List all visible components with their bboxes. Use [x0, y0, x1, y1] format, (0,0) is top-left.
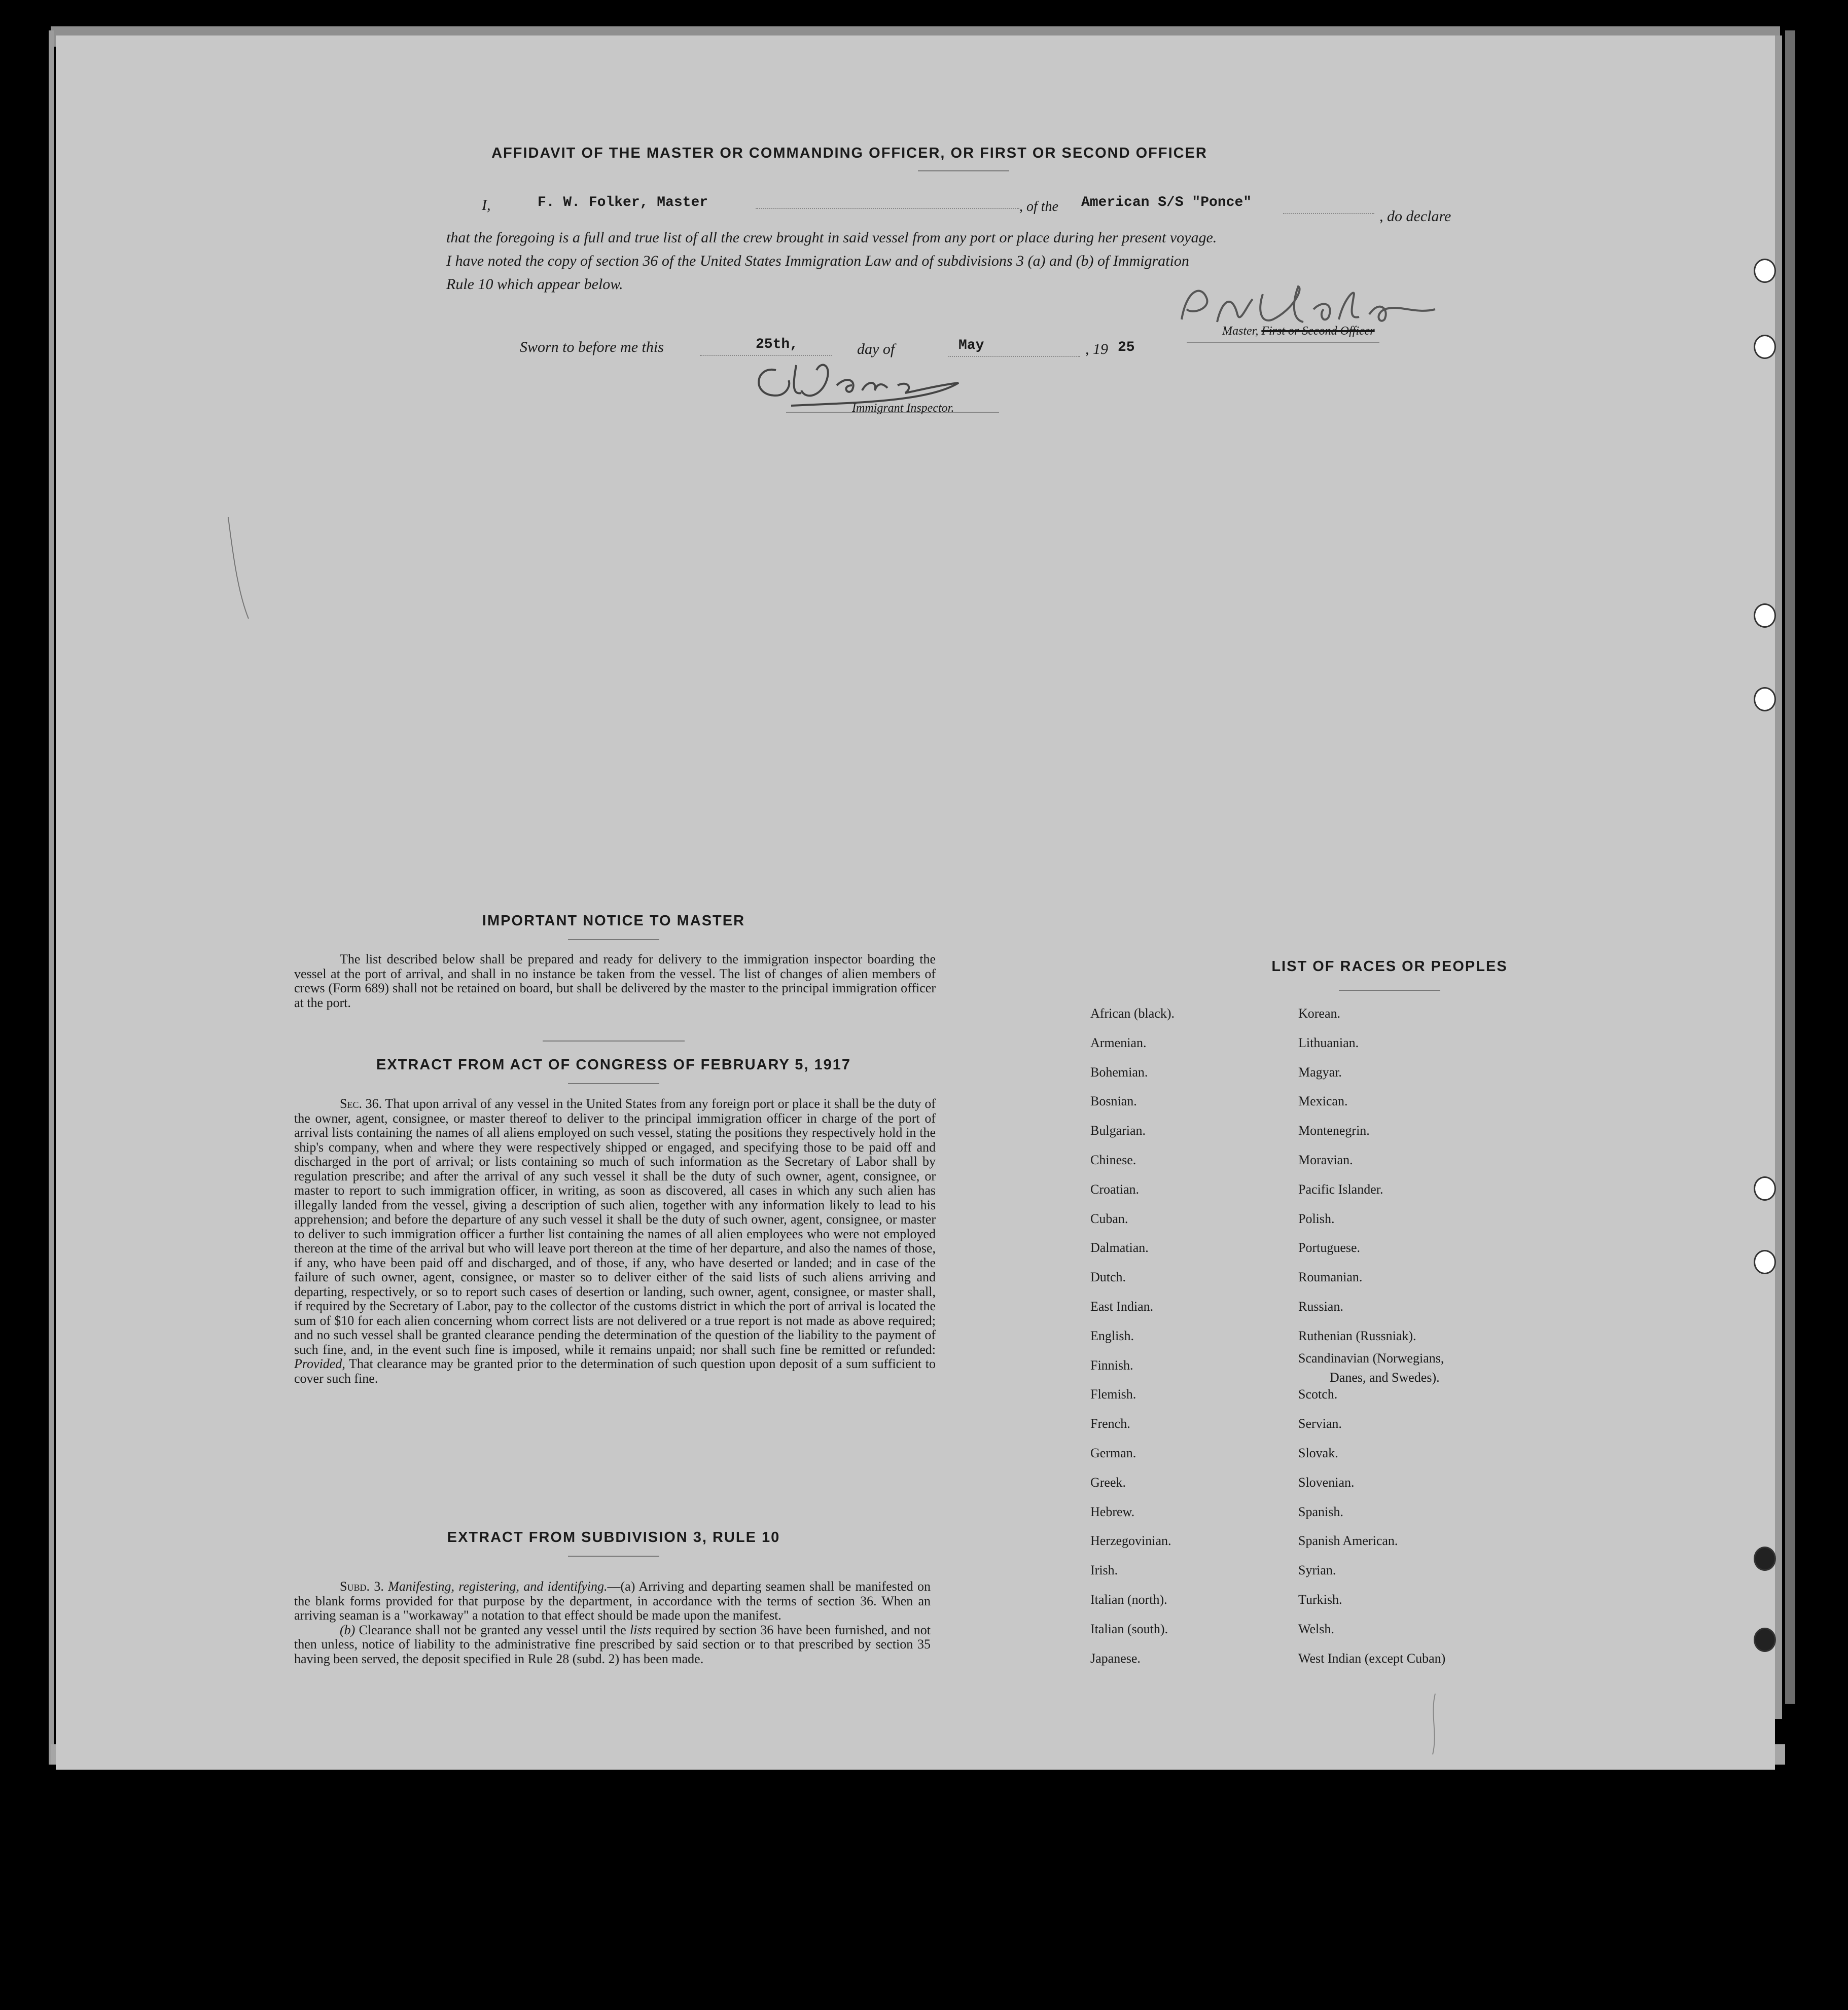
race-item: Polish.: [1298, 1211, 1335, 1226]
race-item: Flemish.: [1090, 1387, 1136, 1402]
race-item: Italian (north).: [1090, 1592, 1167, 1607]
race-item: Hebrew.: [1090, 1504, 1135, 1519]
race-item: Chinese.: [1090, 1153, 1136, 1167]
affidavit-heading: AFFIDAVIT OF THE MASTER OR COMMANDING OFFICER, OR FIRST OR SECOND OFFICER: [491, 145, 1207, 161]
race-item: Lithuanian.: [1298, 1035, 1359, 1050]
race-item: Servian.: [1298, 1416, 1342, 1431]
master-caption-struck: First or Second Officer: [1261, 325, 1375, 338]
races-heading: LIST OF RACES OR PEOPLES: [1271, 958, 1508, 975]
race-item: Cuban.: [1090, 1211, 1128, 1226]
master-caption: [1222, 325, 1375, 338]
year-prefix: , 19: [1085, 341, 1108, 357]
race-item: Roumanian.: [1298, 1270, 1363, 1285]
section-36-end: That clearance may be granted prior to the determination of such question upon deposit of a sum sufficient to cover such fine.: [294, 1356, 936, 1386]
race-item: Croatian.: [1090, 1181, 1140, 1197]
binder-hole: [1754, 1176, 1776, 1201]
race-item-continuation: Danes, and Swedes).: [1330, 1370, 1440, 1385]
affidavit-line-3: I have noted the copy of section 36 of the United States Immigration Law and of subdivisions 3 (a) and (b) of Immigration: [446, 253, 1189, 269]
binder-hole: [1754, 335, 1776, 359]
para-b-pre: Clearance shall not be granted any vessel until the: [359, 1622, 626, 1637]
race-item: Dutch.: [1090, 1270, 1126, 1285]
vessel-name: American S/S "Ponce": [1081, 195, 1252, 210]
divider: [918, 170, 1009, 171]
race-item: Bulgarian.: [1090, 1123, 1146, 1138]
provided-word: Provided,: [294, 1356, 345, 1371]
affidavit-line-2: that the foregoing is a full and true list of all the crew brought in said vessel from any port or place during her present voyage.: [446, 229, 1217, 246]
race-item: English.: [1090, 1328, 1134, 1343]
binder-hole: [1754, 1547, 1776, 1571]
divider: [543, 1040, 685, 1042]
race-item: Slovenian.: [1298, 1475, 1355, 1490]
sworn-prefix: Sworn to before me this: [520, 339, 664, 355]
master-name: F. W. Folker, Master: [538, 195, 708, 210]
race-item: German.: [1090, 1446, 1136, 1460]
race-item: Korean.: [1298, 1006, 1341, 1021]
notice-paragraph: The list described below shall be prepared and ready for delivery to the immigration inspector boarding the vessel at the port of arrival, and shall in no instance be taken from the vessel. The list of changes of alien members of crews (Form 689) shall not be retained on board, but shall be delivered by the master to the principal immigration officer at the port.: [294, 952, 936, 1010]
extract-rule-text: [294, 1580, 931, 1666]
race-item: Turkish.: [1298, 1592, 1342, 1607]
race-item: Finnish.: [1090, 1357, 1133, 1373]
race-item: Spanish.: [1298, 1504, 1343, 1519]
divider: [568, 939, 659, 940]
day-of-text: day of: [857, 341, 895, 357]
binder-hole: [1754, 687, 1776, 711]
paper-crease: [1425, 1694, 1445, 1754]
race-item: Herzegovinian.: [1090, 1533, 1171, 1549]
para-b-post: required by section 36 have been furnished, and not then unless, notice of liability to the administrative fine prescribed by said section or to that prescribed by section 35 having been served, the deposit specified in Rule 28 (subd. 2) has been made.: [294, 1622, 931, 1666]
race-item: Dalmatian.: [1090, 1240, 1149, 1255]
race-item: Armenian.: [1090, 1035, 1147, 1050]
para-b-lists: lists: [630, 1622, 651, 1637]
race-item: Russian.: [1298, 1299, 1343, 1314]
subd-title: Manifesting, registering, and identifying.: [388, 1579, 608, 1594]
race-item: Moravian.: [1298, 1153, 1353, 1167]
page-edge-left: [49, 30, 54, 1765]
binder-hole: [1754, 259, 1776, 283]
notice-text: [294, 952, 936, 1010]
race-item: Magyar.: [1298, 1064, 1342, 1080]
race-item: Scotch.: [1298, 1387, 1338, 1402]
race-item: Bohemian.: [1090, 1064, 1148, 1080]
section-36-text: That upon arrival of any vessel in the United States from any foreign port or place it shall be the duty of the owner, agent, consignee, or master thereof to deliver to the principal immigration officer in charge of the port of arrival lists containing the names of all aliens employed on such vessel, stating the positions they respectively hold in the ship's company, when and where they were respectively shipped or engaged, and specifying those to be paid off and discharged in the port of arrival; or lists containing so much of such information as the Secretary of Labor shall by regulation prescribe; and after the arrival of any such vessel it shall be the duty of such owner, agent, consignee, or master to report to such immigration officer, in writing, as soon as discovered, all cases in which any such alien has illegally landed from the vessel, giving a description of such alien, together with any information likely to lead to his apprehension; and before the departure of any such vessel it shall be the duty of such owner, agent, consignee, or master to deliver to such immigration officer a further list containing the names of all alien employees who were not employed thereon at the time of the arrival but who will leave port thereon at the time of her departure, and also the names of those, if any, who have been paid off and discharged, and of those, if any, who have deserted or landed; and in case of the failure of such owner, agent, consignee, or master so to deliver either of the said lists of such aliens arriving and departing, respectively, or so to report such cases of desertion or landing, such owner, agent, consignee, or master shall, if required by the Secretary of Labor, pay to the collector of the customs district in which the port of arrival is located the sum of $10 for each alien concerning whom correct lists are not delivered or a true report is not made as above required; and no such vessel shall be granted clearance pending the determination of the question of the liability to the payment of such fine, and, in the event such fine is imposed, while it remains unpaid; nor shall such fine be remitted or refunded:: [294, 1096, 936, 1357]
fill-line: [756, 208, 1019, 209]
page-edge-right-inner: [1775, 35, 1782, 1719]
race-item: French.: [1090, 1416, 1130, 1431]
para-a-text: —(a) Arriving and departing seamen shall be manifested on the blank forms provided for that purpose by the department, in accordance with the terms of section 36. When an arriving seaman is a "workaway" a notation to that effect should be made upon the manifest.: [294, 1579, 931, 1623]
signature-line: [1187, 342, 1379, 343]
affidavit-prefix: I,: [482, 197, 491, 213]
race-item: Scandinavian (Norwegians,: [1298, 1350, 1444, 1366]
of-the-text: , of the: [1019, 199, 1058, 214]
fill-line: [1283, 213, 1374, 214]
para-b-label: (b): [340, 1622, 356, 1637]
race-item: Syrian.: [1298, 1563, 1336, 1578]
race-item: Portuguese.: [1298, 1240, 1361, 1255]
race-item: East Indian.: [1090, 1299, 1154, 1314]
race-item: Mexican.: [1298, 1094, 1348, 1109]
subd-label: Subd. 3.: [340, 1579, 384, 1594]
do-declare-text: , do declare: [1379, 208, 1451, 225]
race-item: Montenegrin.: [1298, 1123, 1370, 1138]
divider: [1339, 990, 1440, 991]
race-item: Welsh.: [1298, 1621, 1334, 1636]
section-label: Sec. 36.: [340, 1096, 382, 1111]
extract-rule-heading: EXTRACT FROM SUBDIVISION 3, RULE 10: [447, 1529, 780, 1546]
race-item: West Indian (except Cuban): [1298, 1650, 1446, 1666]
race-item: Spanish American.: [1298, 1533, 1398, 1549]
race-item: Greek.: [1090, 1475, 1126, 1490]
sworn-day: 25th,: [756, 337, 799, 352]
race-item: Japanese.: [1090, 1650, 1141, 1666]
binder-hole: [1754, 1628, 1776, 1652]
race-item: Bosnian.: [1090, 1094, 1137, 1109]
document-page: [56, 35, 1775, 1770]
divider: [568, 1083, 659, 1084]
binder-hole: [1754, 1250, 1776, 1274]
affidavit-line-4: Rule 10 which appear below.: [446, 276, 623, 293]
divider: [568, 1556, 659, 1557]
pen-mark: [228, 517, 248, 619]
notice-heading: IMPORTANT NOTICE TO MASTER: [482, 913, 745, 929]
race-item: Pacific Islander.: [1298, 1181, 1383, 1197]
master-caption-label: Master,: [1222, 325, 1259, 338]
race-item: Italian (south).: [1090, 1621, 1168, 1636]
race-item: Irish.: [1090, 1563, 1118, 1578]
sworn-month: May: [958, 338, 984, 353]
race-item: Ruthenian (Russniak).: [1298, 1328, 1416, 1343]
race-item: Slovak.: [1298, 1446, 1338, 1460]
extract-act-heading: EXTRACT FROM ACT OF CONGRESS OF FEBRUARY 5, 1917: [376, 1057, 851, 1073]
race-item: African (black).: [1090, 1006, 1175, 1021]
binder-hole: [1754, 603, 1776, 628]
extract-act-text: [294, 1097, 936, 1386]
inspector-caption: Immigrant Inspector.: [852, 402, 954, 415]
page-edge-right: [1785, 30, 1795, 1704]
year-suffix: 25: [1118, 340, 1135, 355]
